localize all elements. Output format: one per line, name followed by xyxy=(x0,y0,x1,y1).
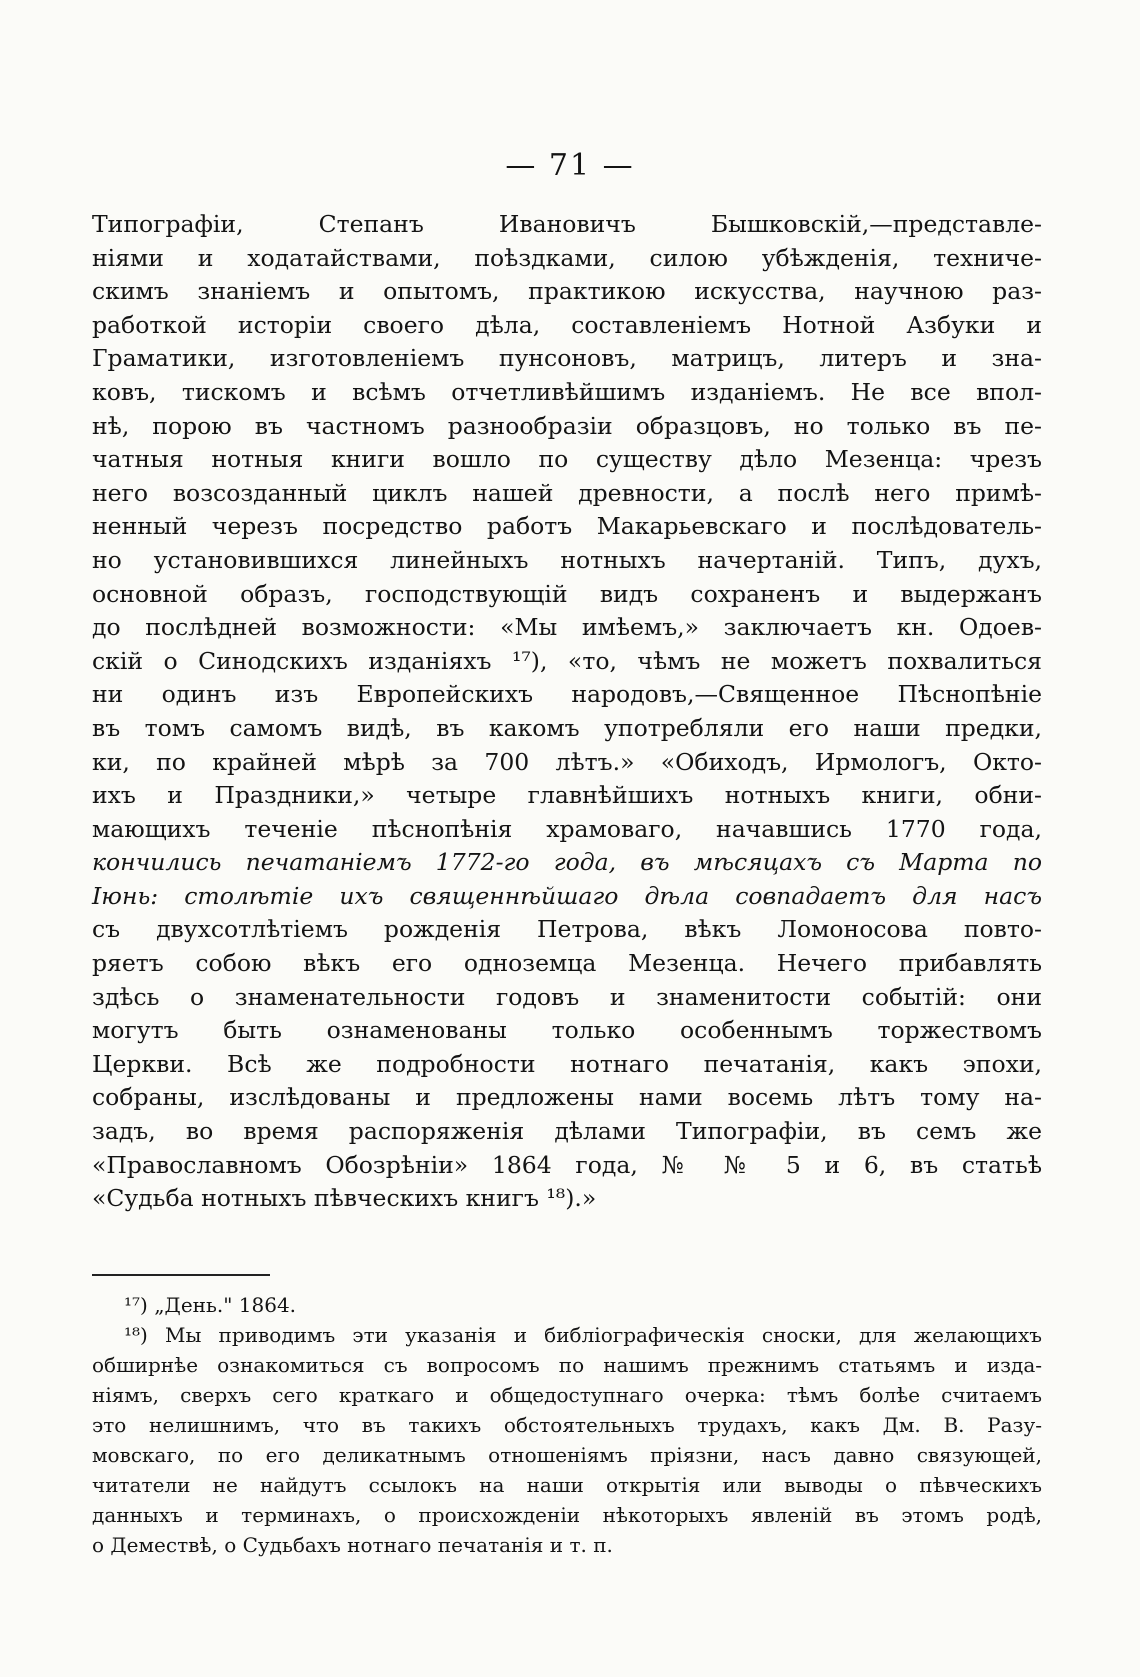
footnote-line: читатели не найдутъ ссылокъ на наши открытія или выводы о пѣвческихъ xyxy=(92,1473,1042,1497)
text-line: въ томъ самомъ видѣ, въ какомъ употребляли его наши предки, xyxy=(92,713,1042,742)
text-line: ненный черезъ посредство работъ Макарьевскаго и послѣдователь- xyxy=(92,512,1042,541)
footnote-line: обширнѣе ознакомиться съ вопросомъ по нашимъ прежнимъ статьямъ и изда- xyxy=(92,1353,1042,1377)
text-line: ковъ, тискомъ и всѣмъ отчетливѣйшимъ изданіемъ. Не все впол- xyxy=(92,377,1042,406)
text-line: но установившихся линейныхъ нотныхъ начертаній. Типъ, духъ, xyxy=(92,545,1042,574)
text-line: работкой исторіи своего дѣла, составленіемъ Нотной Азбуки и xyxy=(92,310,1042,339)
text-line: него возсозданный циклъ нашей древности, а послѣ него примѣ- xyxy=(92,478,1042,507)
footnote-line: ніямъ, сверхъ сего краткаго и общедоступнаго очерка: тѣмъ болѣе считаемъ xyxy=(92,1383,1042,1407)
footnote-line: это нелишнимъ, что въ такихъ обстоятельныхъ трудахъ, какъ Дм. В. Разу- xyxy=(92,1413,1042,1437)
footnote-line: данныхъ и терминахъ, о происхожденіи нѣкоторыхъ явленій въ этомъ родѣ, xyxy=(92,1503,1042,1527)
text-line: «Православномъ Обозрѣніи» 1864 года, № № 5 и 6, въ статьѣ xyxy=(92,1150,1042,1179)
text-line: Церкви. Всѣ же подробности нотнаго печатанія, какъ эпохи, xyxy=(92,1049,1042,1078)
text-line: Типографіи, Степанъ Ивановичъ Бышковскій,—представле- xyxy=(92,210,1042,238)
text-line: ни одинъ изъ Европейскихъ народовъ,—Священное Пѣснопѣніе xyxy=(92,680,1042,709)
page-number: — 71 — xyxy=(505,148,635,183)
italic-text-line: Іюнь: столѣтіе ихъ священнѣйшаго дѣла совпадаетъ для насъ xyxy=(92,881,1042,910)
text-line: ихъ и Праздники,» четыре главнѣйшихъ нотныхъ книги, обни- xyxy=(92,781,1042,810)
text-line: ряетъ собою вѣкъ его одноземца Мезенца. Нечего прибавлять xyxy=(92,949,1042,978)
text-line: ніями и ходатайствами, поѣздками, силою убѣжденія, техниче- xyxy=(92,243,1042,272)
text-line: ки, по крайней мѣрѣ за 700 лѣтъ.» «Обиходъ, Ирмологъ, Октo- xyxy=(92,747,1042,776)
footnotes xyxy=(92,1290,1042,1560)
text-line: задъ, во время распоряженія дѣлами Типографіи, въ семъ же xyxy=(92,1117,1042,1146)
italic-text-line: кончились печатаніемъ 1772-го года, въ мѣсяцахъ съ Марта по xyxy=(92,848,1042,877)
text-line: до послѣдней возможности: «Мы имѣемъ,» заключаетъ кн. Одоев- xyxy=(92,613,1042,642)
text-line: «Судьба нотныхъ пѣвческихъ книгъ ¹⁸).» xyxy=(92,1184,597,1213)
text-line: могутъ быть ознаменованы только особеннымъ торжествомъ xyxy=(92,1016,1042,1045)
text-line: основной образъ, господствующій видъ сохраненъ и выдержанъ xyxy=(92,579,1042,608)
text-line: Граматики, изготовленіемъ пунсоновъ, матрицъ, литеръ и зна- xyxy=(92,344,1042,373)
footnote-divider xyxy=(92,1274,270,1276)
footnote-line: ¹⁷) „День." 1864. xyxy=(124,1293,297,1317)
text-line: съ двухсотлѣтіемъ рожденія Петрова, вѣкъ Ломоносова повто- xyxy=(92,915,1042,944)
footnote-line: о Демествѣ, о Судьбахъ нотнаго печатанія и т. п. xyxy=(92,1533,613,1557)
text-line: здѣсь о знаменательности годовъ и знаменитости событій: они xyxy=(92,982,1042,1011)
text-line: чатныя нотныя книги вошло по существу дѣло Мезенца: чрезъ xyxy=(92,445,1042,474)
text-line: собраны, изслѣдованы и предложены нами восемь лѣтъ тому на- xyxy=(92,1083,1042,1112)
text-line: нѣ, порою въ частномъ разнообразіи образцовъ, но только въ пе- xyxy=(92,411,1042,440)
footnote-line: ¹⁸) Мы приводимъ эти указанія и библіографическія сноски, для желающихъ xyxy=(124,1323,1042,1347)
footnote-line: мовскаго, по его деликатнымъ отношеніямъ пріязни, насъ давно связующей, xyxy=(92,1443,1042,1467)
body-text xyxy=(92,208,1042,1216)
text-line: скій о Синодскихъ изданіяхъ ¹⁷), «то, чѣмъ не можетъ похвалиться xyxy=(92,646,1042,675)
text-line: скимъ знаніемъ и опытомъ, практикою искусства, научною раз- xyxy=(92,277,1042,306)
text-line: мающихъ теченіе пѣснопѣнія храмоваго, начавшись 1770 года, xyxy=(92,814,1042,843)
